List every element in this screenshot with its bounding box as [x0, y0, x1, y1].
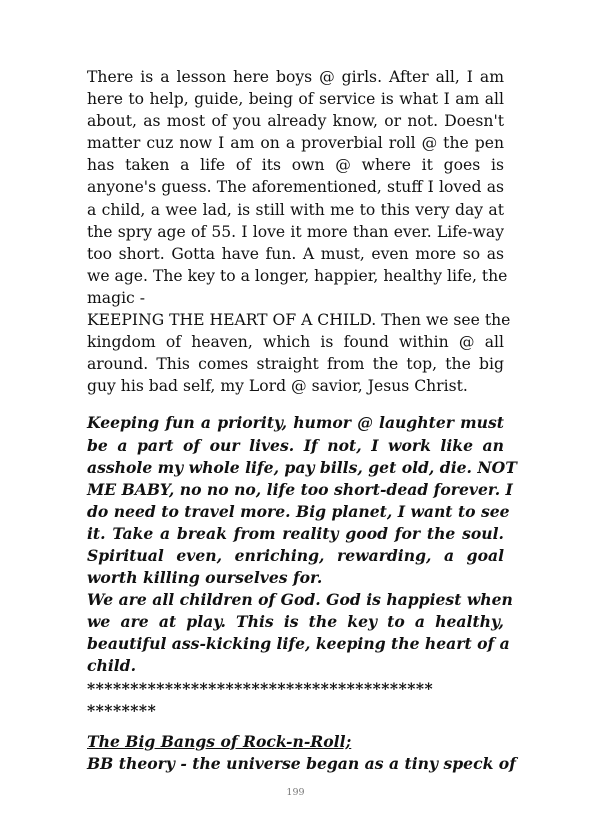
text-line: kingdom of heaven, which is found within @ all: [87, 333, 504, 352]
text-line: magic -: [87, 288, 146, 307]
page-body: [87, 66, 517, 775]
text-line: we are at play. This is the key to a healthy,: [87, 612, 504, 632]
text-line: There is a lesson here boys @ girls. After all, I am: [87, 68, 504, 86]
text-line: Keeping fun a priority, humor @ laughter must: [87, 413, 504, 433]
text-line: Spiritual even, enriching, rewarding, a goal: [87, 545, 504, 565]
paragraph-1: [87, 66, 511, 397]
separator-line: ****************************************: [87, 678, 434, 698]
text-line: matter cuz now I am on a proverbial roll @ the pen: [87, 134, 504, 153]
text-line: the spry age of 55. I love it more than ever. Life-way: [87, 222, 504, 241]
text-line: be a part of our lives. If not, I work like an: [87, 435, 504, 455]
text-line: we age. The key to a longer, happier, healthy life, the: [87, 266, 508, 285]
text-line: has taken a life of its own @ where it goes is: [87, 156, 504, 175]
text-line: beautiful ass-kicking life, keeping the heart of a: [87, 634, 510, 654]
paragraph-2: [87, 412, 517, 775]
page-number: 199: [286, 787, 305, 798]
text-line: a child, a wee lad, is still with me to this very day at: [87, 200, 504, 219]
separator-line: ********: [87, 700, 157, 720]
text-line: KEEPING THE HEART OF A CHILD. Then we see the: [87, 311, 511, 330]
text-line: about, as most of you already know, or not. Doesn't: [87, 112, 504, 131]
section-heading: The Big Bangs of Rock-n-Roll;: [87, 731, 352, 751]
text-line: asshole my whole life, pay bills, get old, die. NOT: [87, 457, 517, 477]
text-line: guy his bad self, my Lord @ savior, Jesus Christ.: [87, 377, 468, 396]
text-line: around. This comes straight from the top, the big: [87, 355, 504, 374]
text-line: BB theory - the universe began as a tiny speck of: [87, 753, 516, 773]
text-line: child.: [87, 656, 137, 676]
text-line: it. Take a break from reality good for the soul.: [87, 523, 504, 543]
text-line: worth killing ourselves for.: [87, 568, 323, 588]
text-line: We are all children of God. God is happiest when: [87, 590, 513, 610]
text-line: anyone's guess. The aforementioned, stuff I loved as: [87, 178, 504, 197]
text-line: do need to travel more. Big planet, I want to see: [87, 501, 510, 521]
text-line: too short. Gotta have fun. A must, even more so as: [87, 244, 504, 263]
text-line: ME BABY, no no no, life too short-dead forever. I: [87, 479, 513, 499]
text-line: here to help, guide, being of service is what I am all: [87, 90, 504, 109]
